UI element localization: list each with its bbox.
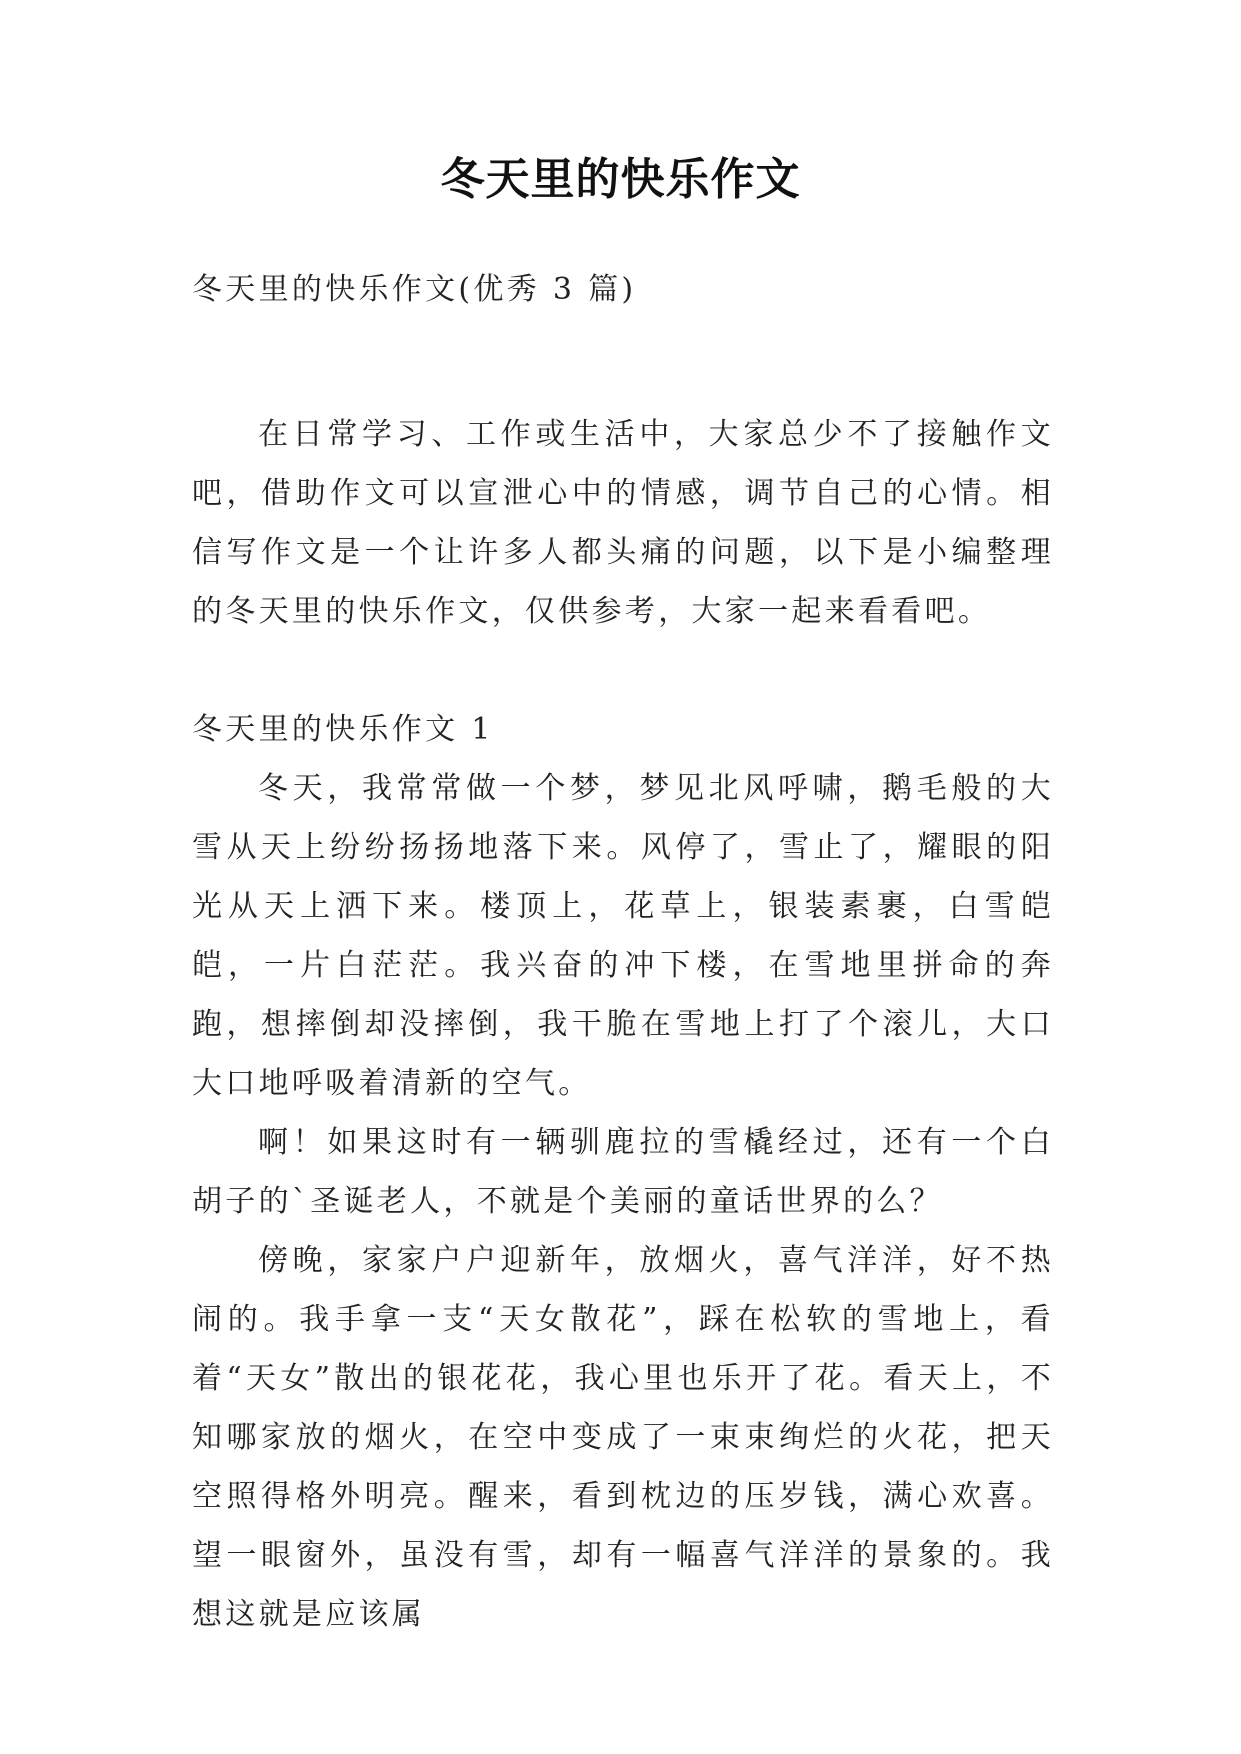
- intro-paragraph: 在日常学习、工作或生活中，大家总少不了接触作文吧，借助作文可以宣泄心中的情感，调节自己的心情。相信写作文是一个让许多人都头痛的问题，以下是小编整理的冬天里的快乐作文，仅供参考，大家一起来看看吧。: [192, 417, 1054, 629]
- essay-paragraph: 啊！如果这时有一辆驯鹿拉的雪橇经过，还有一个白胡子的`圣诞老人，不就是个美丽的童话世界的么？: [192, 1125, 1054, 1219]
- essay-paragraph: 冬天，我常常做一个梦，梦见北风呼啸，鹅毛般的大雪从天上纷纷扬扬地落下来。风停了，雪止了，耀眼的阳光从天上洒下来。楼顶上，花草上，银装素裹，白雪皑皑，一片白茫茫。我兴奋的冲下楼，在雪地里拼命的奔跑，想摔倒却没摔倒，我干脆在雪地上打了个滚儿，大口大口地呼吸着清新的空气。: [192, 771, 1054, 1101]
- document-title: 冬天里的快乐作文: [440, 154, 801, 205]
- essay-body: [192, 759, 1054, 1644]
- document-subtitle: 冬天里的快乐作文(优秀 3 篇): [192, 272, 637, 307]
- intro-paragraph-block: [192, 405, 1054, 641]
- section-heading: 冬天里的快乐作文 1: [192, 712, 494, 747]
- essay-paragraph: 傍晚，家家户户迎新年，放烟火，喜气洋洋，好不热闹的。我手拿一支“天女散花”，踩在松软的雪地上，看着“天女”散出的银花花，我心里也乐开了花。看天上，不知哪家放的烟火，在空中变成了一束束绚烂的火花，把天空照得格外明亮。醒来，看到枕边的压岁钱，满心欢喜。望一眼窗外，虽没有雪，却有一幅喜气洋洋的景象的。我想这就是应该属: [192, 1243, 1054, 1632]
